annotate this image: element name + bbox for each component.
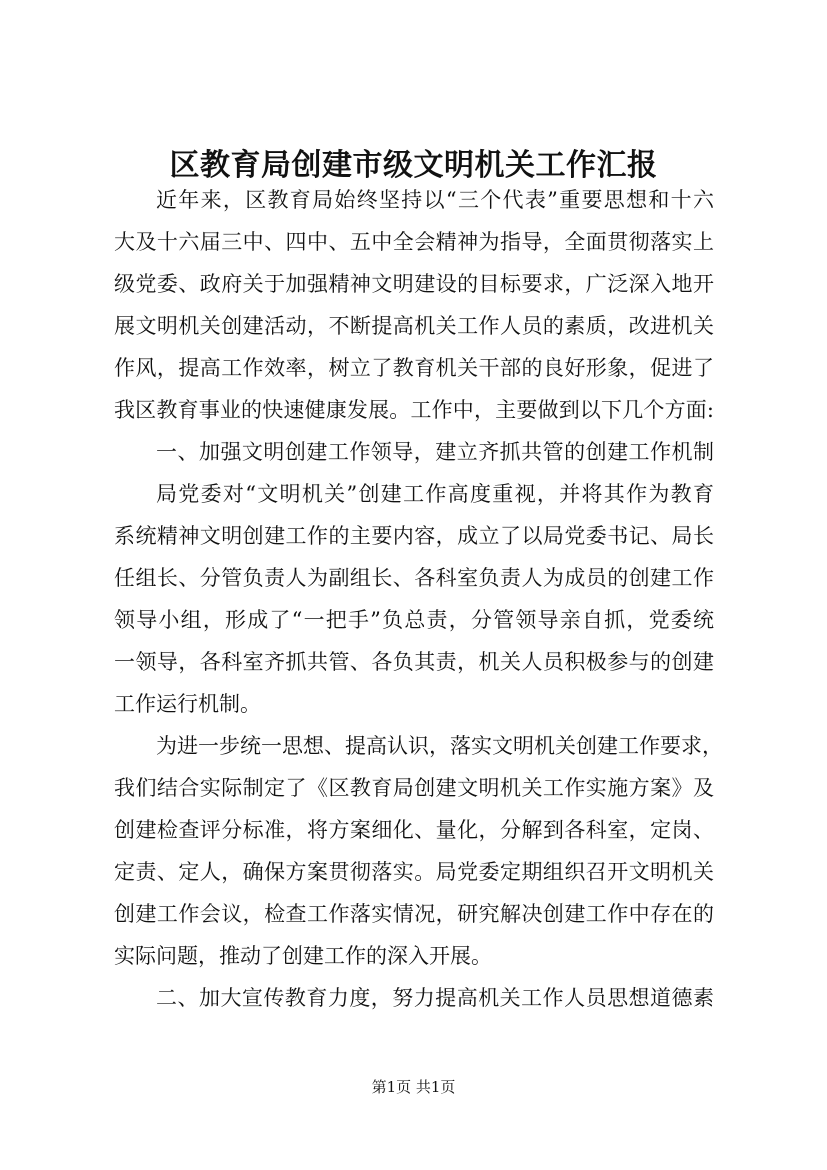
text-line: 级党委、政府关于加强精神文明建设的目标要求，广泛深入地开 <box>114 272 714 296</box>
section-heading: 二、加大宣传教育力度，努力提高机关工作人员思想道德素 <box>156 986 714 1010</box>
text-line: 领导小组，形成了“一把手”负总责，分管领导亲自抓，党委统 <box>114 608 714 632</box>
text-line: 创建检查评分标准，将方案细化、量化，分解到各科室，定岗、 <box>114 818 714 842</box>
text-line: 我区教育事业的快速健康发展。工作中，主要做到以下几个方面: <box>114 398 714 422</box>
text-line: 我们结合实际制定了《区教育局创建文明机关工作实施方案》及 <box>114 776 714 800</box>
text-line: 系统精神文明创建工作的主要内容，成立了以局党委书记、局长 <box>114 524 714 548</box>
text-line: 实际问题，推动了创建工作的深入开展。 <box>114 944 492 968</box>
text-line: 展文明机关创建活动，不断提高机关工作人员的素质，改进机关 <box>114 314 714 338</box>
text-line: 作风，提高工作效率，树立了教育机关干部的良好形象，促进了 <box>114 356 714 380</box>
text-line: 工作运行机制。 <box>114 692 261 716</box>
text-line: 任组长、分管负责人为副组长、各科室负责人为成员的创建工作 <box>114 566 714 590</box>
page-footer: 第1页 共1页 <box>371 1078 456 1096</box>
text-line: 大及十六届三中、四中、五中全会精神为指导，全面贯彻落实上 <box>114 230 714 254</box>
text-line: 为进一步统一思想、提高认识，落实文明机关创建工作要求， <box>156 734 723 758</box>
text-line: 局党委对“文明机关”创建工作高度重视，并将其作为教育 <box>156 482 714 506</box>
text-line: 近年来，区教育局始终坚持以“三个代表”重要思想和十六 <box>156 188 714 212</box>
text-line: 创建工作会议，检查工作落实情况，研究解决创建工作中存在的 <box>114 902 714 926</box>
text-line: 定责、定人，确保方案贯彻落实。局党委定期组织召开文明机关 <box>114 860 714 884</box>
section-heading: 一、加强文明创建工作领导，建立齐抓共管的创建工作机制 <box>156 440 714 464</box>
document-title: 区教育局创建市级文明机关工作汇报 <box>169 148 658 183</box>
text-line: 一领导，各科室齐抓共管、各负其责，机关人员积极参与的创建 <box>114 650 714 674</box>
